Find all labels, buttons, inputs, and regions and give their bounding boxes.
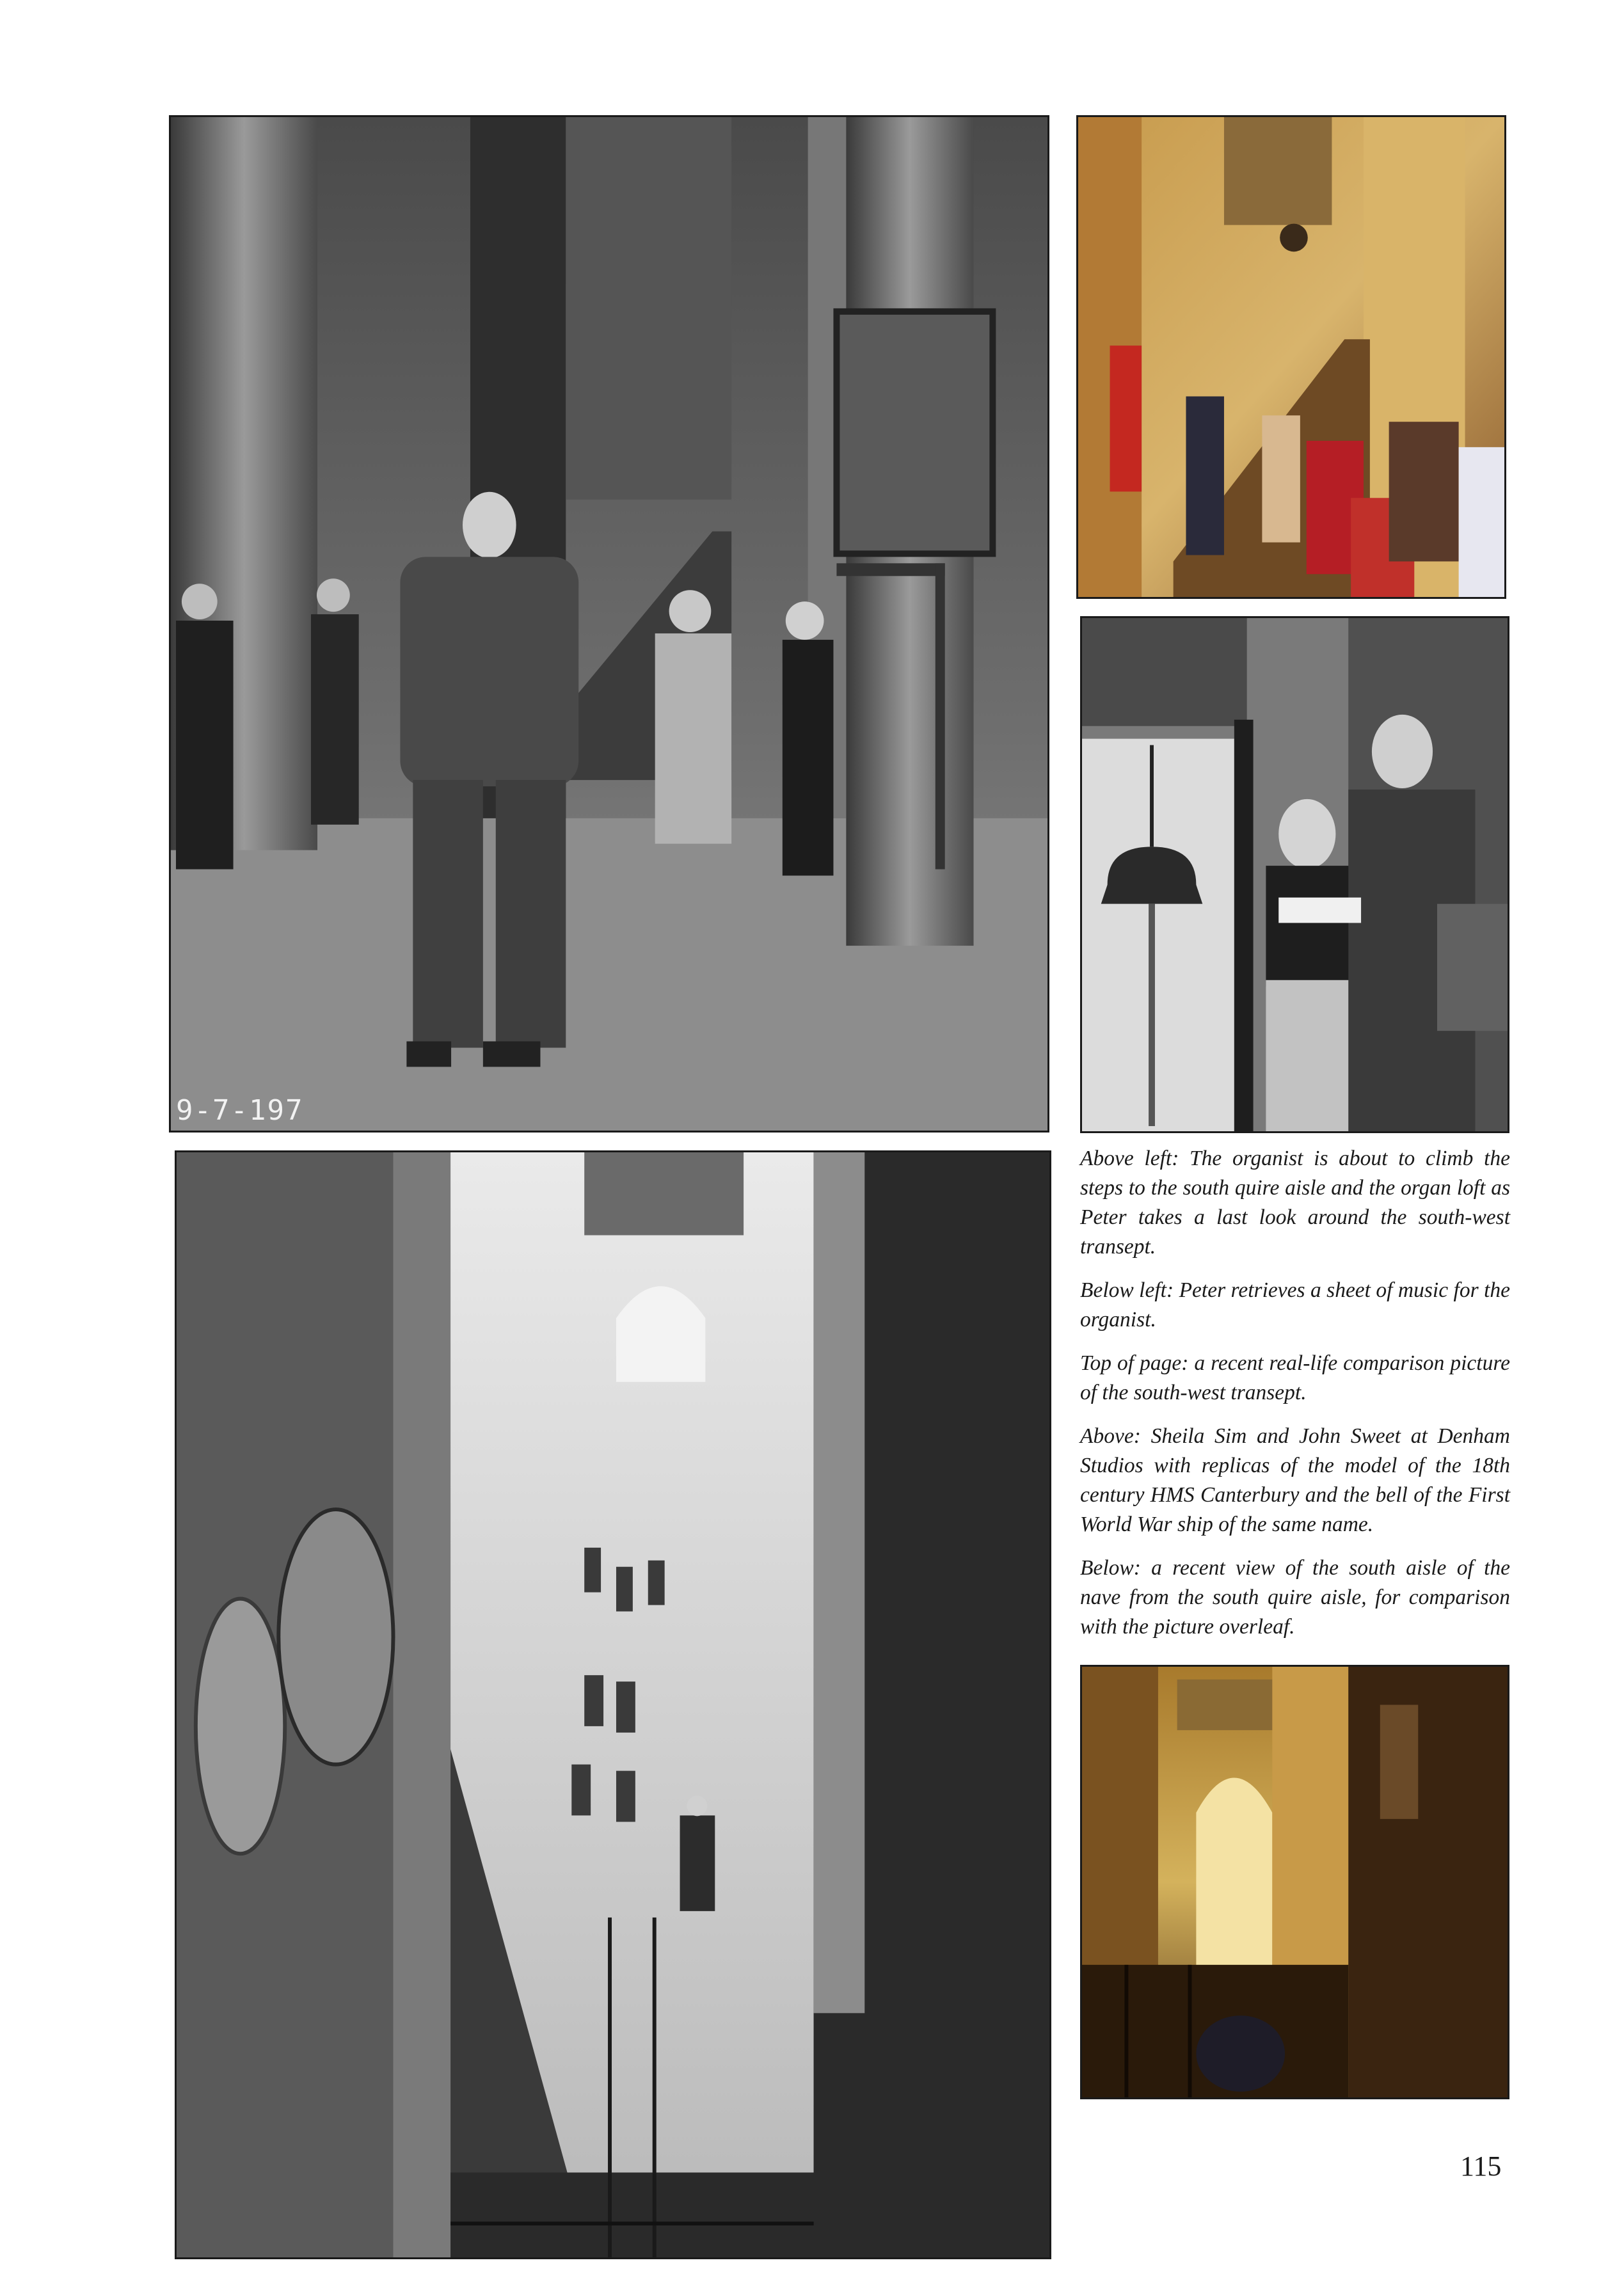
nave-color-image bbox=[1082, 1667, 1508, 2097]
actors-with-bell-image bbox=[1082, 618, 1508, 1131]
photo-top-color bbox=[1076, 115, 1506, 599]
caption-top-of-page: Top of page: a recent real-life comparison picture of the south-west transept. bbox=[1080, 1351, 1510, 1404]
page-number: 115 bbox=[1460, 2150, 1502, 2182]
captions-block bbox=[1080, 1144, 1510, 1656]
photo-right-bw bbox=[1080, 616, 1509, 1133]
cathedral-transept-image bbox=[171, 117, 1047, 1131]
transept-color-image bbox=[1078, 117, 1504, 597]
photo-main-bw bbox=[169, 115, 1049, 1133]
nave-aisle-image bbox=[177, 1152, 1049, 2257]
photo-bottom-color bbox=[1080, 1665, 1509, 2099]
caption-above-left: Above left: The organist is about to climb the steps to the south quire aisle and the organ loft as Peter takes a last look around the south-west transept. bbox=[1080, 1147, 1510, 1259]
film-number: 9-7-197 bbox=[176, 1094, 304, 1127]
caption-above: Above: Sheila Sim and John Sweet at Denham Studios with replicas of the model of the 18th century HMS Canterbury and the bell of the First World War ship of the same name. bbox=[1080, 1424, 1510, 1536]
caption-below: Below: a recent view of the south aisle of the nave from the south quire aisle, for comparison with the picture overleaf. bbox=[1080, 1556, 1510, 1639]
caption-below-left: Below left: Peter retrieves a sheet of music for the organist. bbox=[1080, 1278, 1510, 1331]
photo-lower-bw bbox=[175, 1150, 1051, 2259]
